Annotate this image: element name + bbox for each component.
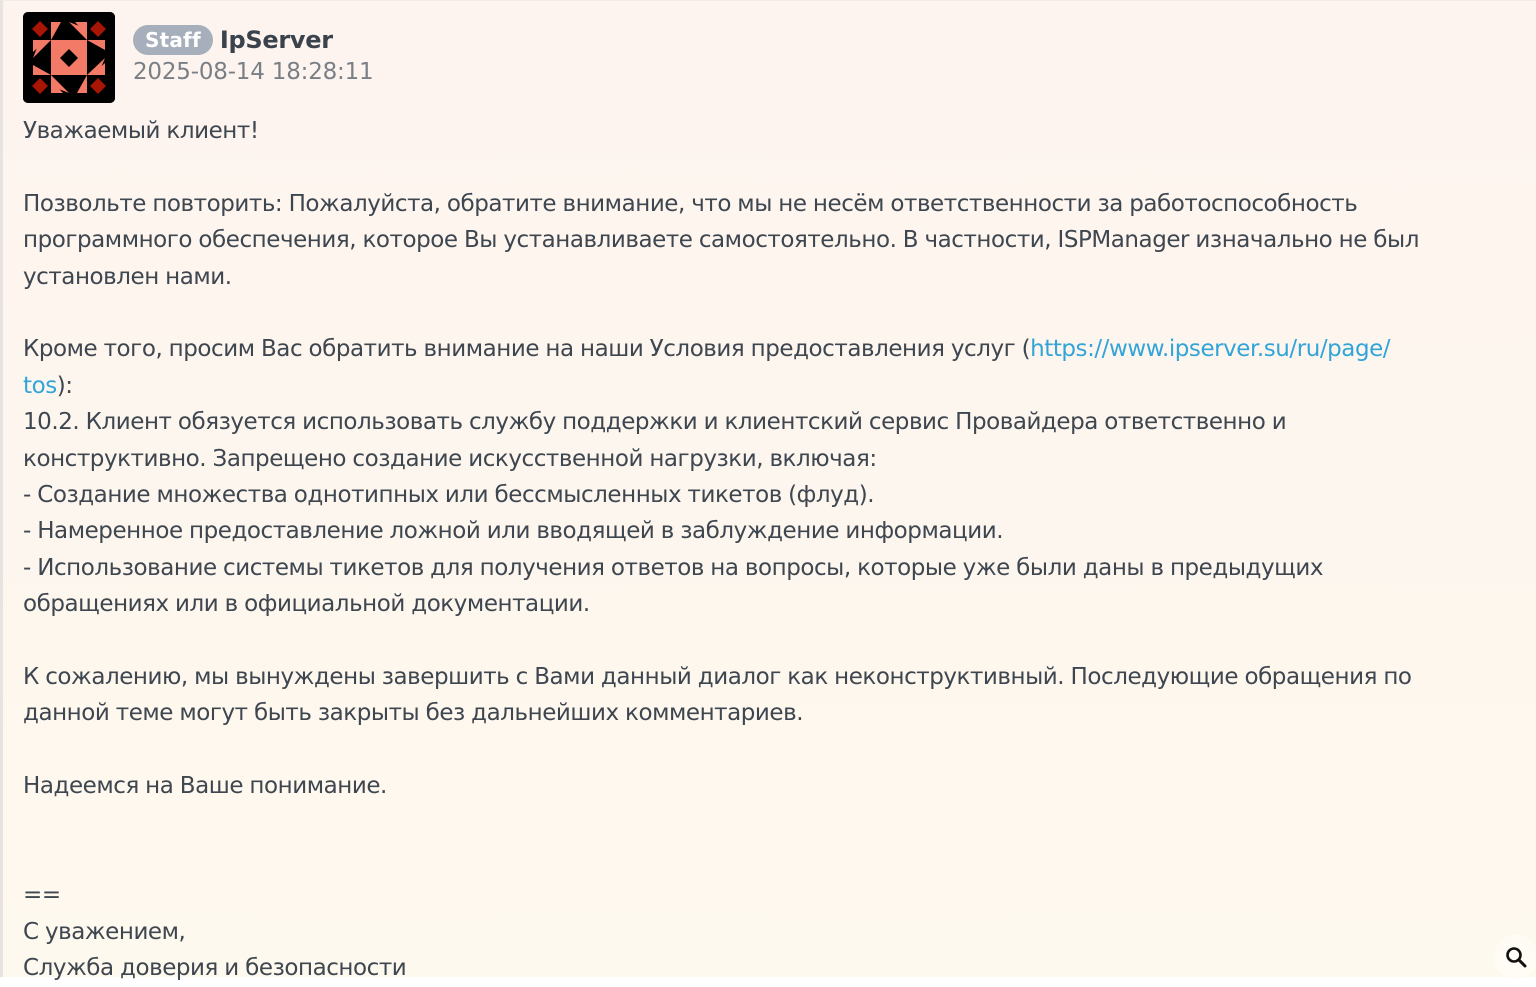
signature-closing: С уважением, xyxy=(23,918,186,945)
tos-link-continued[interactable]: tos xyxy=(23,372,57,399)
rule-line: конструктивно. Запрещено создание искусственной нагрузки, включая: xyxy=(23,445,877,472)
tos-link[interactable]: https://www.ipserver.su/ru/page/ xyxy=(1030,336,1391,363)
spacer xyxy=(23,149,1523,185)
paragraph-line: установлен нами. xyxy=(23,263,232,290)
identicon-icon xyxy=(23,12,115,103)
tos-intro-line xyxy=(23,331,1523,367)
timestamp: 2025-08-14 18:28:11 xyxy=(133,59,374,85)
message-header xyxy=(23,12,373,103)
staff-badge: Staff xyxy=(133,25,213,55)
paragraph-line: данной теме могут быть закрыты без дальнейших комментариев. xyxy=(23,700,804,727)
spacer xyxy=(23,805,1523,841)
search-button[interactable] xyxy=(1494,935,1536,979)
greeting: Уважаемый клиент! xyxy=(23,118,259,144)
signature-separator: == xyxy=(23,882,61,909)
author-line xyxy=(133,25,373,55)
rule-bullet: - Намеренное предоставление ложной или вводящей в заблуждение информации. xyxy=(23,518,1004,545)
author-name[interactable]: IpServer xyxy=(219,26,333,54)
message-body xyxy=(23,113,1523,987)
post-meta xyxy=(133,25,373,85)
tos-link-suffix: ): xyxy=(56,372,73,399)
tos-link-line xyxy=(23,368,1523,404)
spacer xyxy=(23,732,1523,768)
paragraph-line: К сожалению, мы вынуждены завершить с Вами данный диалог как неконструктивный. Последующие обращения по xyxy=(23,664,1412,691)
avatar[interactable] xyxy=(23,12,115,103)
rule-line: 10.2. Клиент обязуется использовать службу поддержки и клиентский сервис Провайдера ответственно и xyxy=(23,409,1287,436)
rule-bullet-continued: обращениях или в официальной документации. xyxy=(23,591,590,618)
rule-bullet: - Использование системы тикетов для получения ответов на вопросы, которые уже были даны в предыдущих xyxy=(23,554,1324,581)
paragraph-line: Позвольте повторить: Пожалуйста, обратите внимание, что мы не несём ответственности за работоспособность xyxy=(23,190,1358,217)
spacer xyxy=(23,841,1523,877)
spacer xyxy=(23,623,1523,659)
search-icon xyxy=(1504,945,1528,969)
signature-team: Служба доверия и безопасности xyxy=(23,955,407,982)
rule-bullet: - Создание множества однотипных или бессмысленных тикетов (флуд). xyxy=(23,482,875,509)
paragraph-line: программного обеспечения, которое Вы устанавливаете самостоятельно. В частности, ISPManager изначально не был xyxy=(23,227,1419,254)
closing-remark: Надеемся на Ваше понимание. xyxy=(23,773,387,800)
tos-intro-text: Кроме того, просим Вас обратить внимание на наши Условия предоставления услуг ( xyxy=(23,336,1031,363)
spacer xyxy=(23,295,1523,331)
